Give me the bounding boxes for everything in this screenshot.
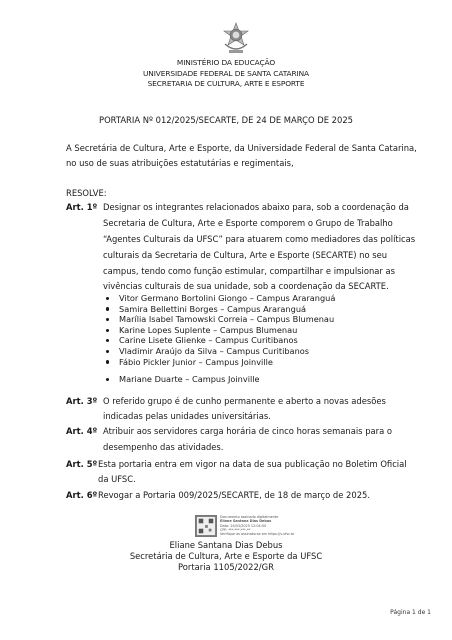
art1-label: Art. 1º [66, 202, 98, 212]
list-item: Mariane Duarte – Campus Joinville [103, 374, 335, 385]
art3-line-1: O referido grupo é de cunho permanente e aberto a novas adesões [103, 396, 386, 406]
art3-label: Art. 3º [66, 396, 98, 406]
govbr-signature-logo-icon [195, 515, 217, 537]
art1-line-2: Secretaria de Cultura, Arte e Esporte comporem o Grupo de Trabalho [103, 218, 393, 228]
signer-portaria: Portaria 1105/2022/GR [178, 562, 274, 572]
header-university: UNIVERSIDADE FEDERAL DE SANTA CATARINA [142, 68, 310, 78]
art4-line-1: Atribuir aos servidores carga horária de cinco horas semanais para o [103, 426, 393, 436]
page-number: Página 1 de 1 [390, 609, 431, 616]
resolve-label: RESOLVE: [66, 188, 107, 198]
members-list [103, 293, 335, 385]
list-item: Vitor Germano Bortolini Giongo – Campus Araranguá [103, 293, 335, 304]
digital-signature-stamp [195, 515, 295, 539]
art5-line-1: Esta portaria entra em vigor na data de sua publicação no Boletim Oficial [98, 459, 407, 469]
art6-label: Art. 6º [66, 490, 98, 500]
art3-line-2: indicadas pelas unidades universitárias. [103, 411, 271, 421]
art4-line-2: desempenho das atividades. [103, 442, 224, 452]
art1-line-5: campus, tendo como função estimular, compartilhar e impulsionar as [103, 266, 396, 276]
page-title: PORTARIA Nº 012/2025/SECARTE, DE 24 DE MARÇO DE 2025 [99, 115, 353, 125]
stamp-line-2: Eliane Santana Dias Debus [220, 519, 272, 524]
signer-name: Eliane Santana Dias Debus [169, 540, 283, 550]
art5-label: Art. 5º [66, 459, 98, 469]
header-secretariat: SECRETARIA DE CULTURA, ARTE E ESPORTE [147, 79, 305, 88]
stamp-line-4: CPF: ***.***.***-** [220, 527, 251, 532]
stamp-line-5: Verifique as assinaturas em https://v.ufsc.br [220, 532, 295, 537]
art4-label: Art. 4º [66, 426, 98, 436]
signer-role: Secretária de Cultura, Arte e Esporte da UFSC [129, 551, 323, 561]
list-item: Vladimir Araújo da Silva – Campus Curitibanos [103, 346, 335, 357]
art1-line-4: culturais da Secretaria de Cultura, Arte e Esporte (SECARTE) no seu [103, 250, 388, 260]
header-ministry: MINISTÉRIO DA EDUCAÇÃO [176, 58, 276, 67]
art1-line-1: Designar os integrantes relacionados abaixo para, sob a coordenação da [103, 202, 409, 212]
intro-line-2: no uso de suas atribuições estatutárias e regimentais, [66, 157, 294, 168]
brasao-coat-of-arms-icon [221, 22, 251, 56]
list-item: Fábio Pickler Junior – Campus Joinville [103, 357, 335, 368]
art1-line-6: vivências culturais de sua unidade, sob a coordenação da SECARTE. [103, 281, 389, 291]
list-item: Karine Lopes Suplente – Campus Blumenau [103, 325, 335, 336]
list-item: Samira Bellettini Borges – Campus Araranguá [103, 304, 335, 315]
art6-text: Revogar a Portaria 009/2025/SECARTE, de 18 de março de 2025. [98, 490, 371, 500]
art5-line-2: da UFSC. [98, 474, 136, 484]
stamp-text [220, 515, 295, 536]
art1-line-3: “Agentes Culturais da UFSC” para atuarem como mediadores das políticas [103, 234, 416, 244]
stamp-line-3: Data: 24/03/2025 12:04:00 [220, 523, 267, 528]
stamp-line-1: Documento assinado digitalmente [220, 515, 279, 519]
list-item: Marília Isabel Tamowski Correia – Campus Blumenau [103, 314, 335, 325]
list-item: Carine Lisete Glienke – Campus Curitibanos [103, 335, 335, 346]
intro-line-1: A Secretária de Cultura, Arte e Esporte, da Universidade Federal de Santa Catarina, [66, 143, 417, 153]
